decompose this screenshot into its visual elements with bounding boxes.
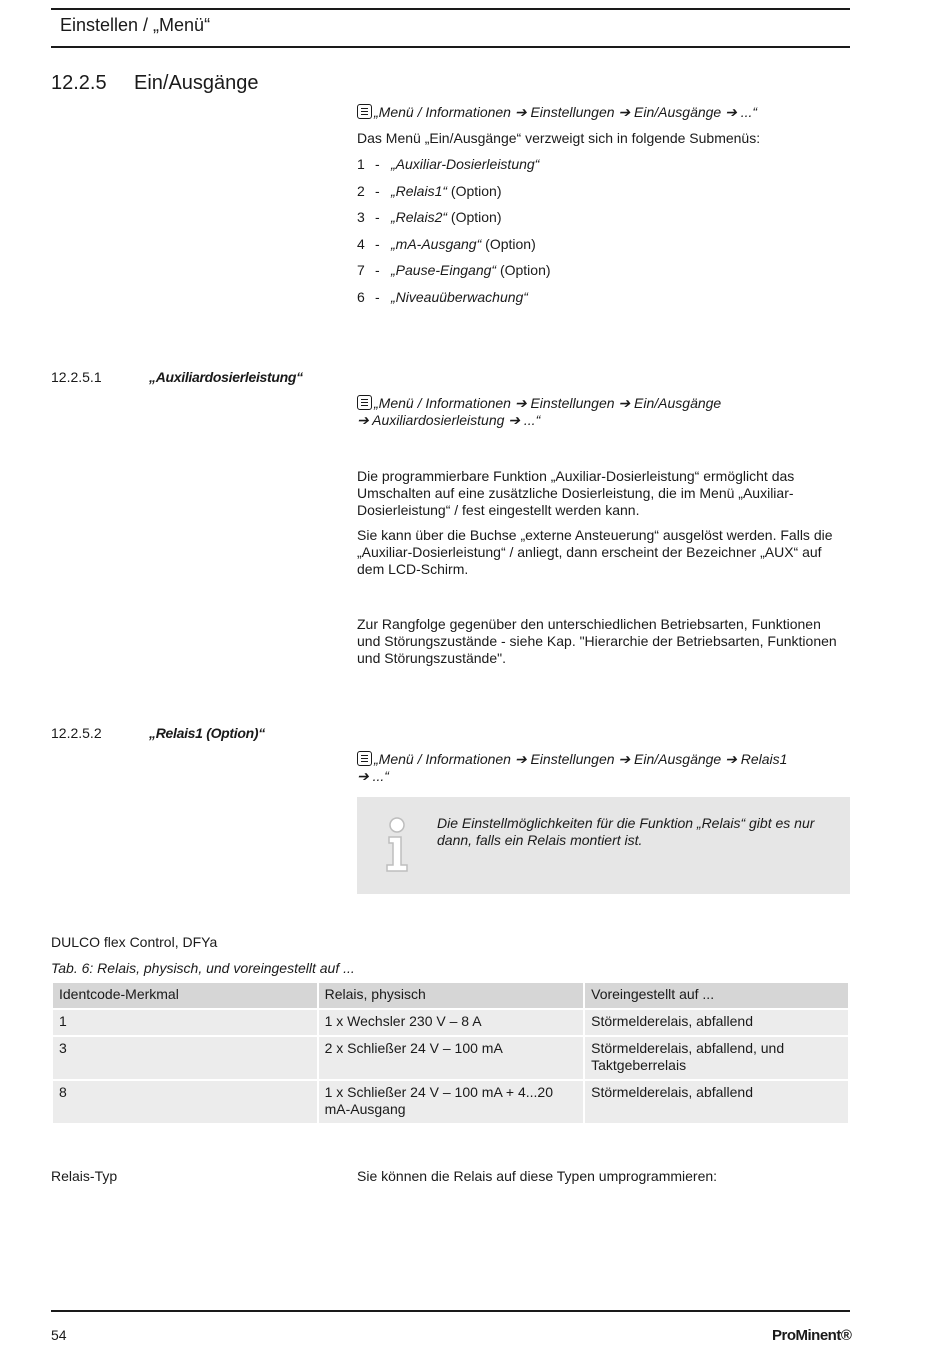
subsection-title: „Relais1 (Option)“ [149,725,265,741]
list-item: 3 - „Relais2“ (Option) [357,209,502,226]
section-menu-path [357,104,857,121]
table-header-row [53,983,848,1008]
section-title: Ein/Ausgänge [134,72,259,94]
section-intro: Das Menü „Ein/Ausgänge“ verzweigt sich in folgende Submenüs: [357,130,761,146]
subsection-title: „Auxiliardosierleistung“ [149,369,303,385]
table-row [53,1081,848,1123]
menu-icon [357,395,372,410]
brand-logo: ProMinent® [772,1327,852,1344]
list-item: 4 - „mA-Ausgang“ (Option) [357,235,536,252]
sub1-paragraph-3: Zur Rangfolge gegenüber den unterschiedlichen Betriebsarten, Funktionen und Störungszustände - siehe Kap. "Hierarchie der Betriebsarten, Funktionen und Störungszustände". [357,616,837,666]
table-heading: DULCO flex Control, DFYa [51,934,218,950]
header-rule [51,46,850,48]
sub1-menu-path: „Menü / Informationen ➔ Einstellungen ➔ Ein/Ausgänge ➔ Auxiliardosierleistung ➔ ...“ [357,395,722,428]
table-cell: 3 [53,1037,317,1079]
note-text: Die Einstellmöglichkeiten für die Funktion „Relais“ gibt es nur dann, falls ein Relais montiert ist. [437,815,815,848]
list-item: 6 - „Niveauüberwachung“ [357,288,528,305]
table-cell: 1 x Wechsler 230 V – 8 A [319,1010,584,1035]
table-cell: Störmelderelais, abfallend [585,1081,848,1123]
subsection-number: 12.2.5.1 [51,369,102,385]
info-icon [381,817,413,873]
list-item: 1 - „Auxiliar-Dosierleistung“ [357,156,540,172]
footer-rule [51,1310,850,1312]
table-cell: Störmelderelais, abfallend, und Taktgeberrelais [585,1037,848,1079]
submenu-list [357,154,551,314]
table-cell: 8 [53,1081,317,1123]
top-rule [51,8,850,10]
info-note [357,797,850,894]
column-header: Relais, physisch [319,983,584,1008]
column-header: Identcode-Merkmal [53,983,317,1008]
column-header: Voreingestellt auf ... [585,983,848,1008]
relais-table [51,981,850,1125]
header-title: Einstellen / „Menü“ [60,15,211,35]
section-number: 12.2.5 [51,72,107,94]
sub1-paragraph-1: Die programmierbare Funktion „Auxiliar-Dosierleistung“ ermöglicht das Umschalten auf eine zusätzliche Dosierleistung, die im Menü „Auxiliar-Dosierleistung“ / fest eingestellt werden kann. [357,468,795,518]
subsection-number: 12.2.5.2 [51,725,102,741]
table-cell: 1 [53,1010,317,1035]
menu-path-text: „Menü / Informationen ➔ Einstellungen ➔ Ein/Ausgänge ➔ ...“ [374,104,758,120]
menu-icon [357,751,372,766]
sub2-menu-path: „Menü / Informationen ➔ Einstellungen ➔ Ein/Ausgänge ➔ Relais1 ➔ ...“ [357,751,788,784]
table-cell: 1 x Schließer 24 V – 100 mA + 4...20 mA-Ausgang [319,1081,584,1123]
list-item: 2 - „Relais1“ (Option) [357,182,502,199]
list-item: 7 - „Pause-Eingang“ (Option) [357,262,551,279]
table-caption: Tab. 6: Relais, physisch, und voreingestellt auf ... [51,960,355,976]
table-cell: Störmelderelais, abfallend [585,1010,848,1035]
page-number: 54 [51,1327,67,1343]
relais-typ-text: Sie können die Relais auf diese Typen umprogrammieren: [357,1168,718,1184]
table-row [53,1037,848,1079]
table-row [53,1010,848,1035]
sub1-paragraph-2: Sie kann über die Buchse „externe Ansteuerung“ ausgelöst werden. Falls die „Auxiliar-Dosierleistung“ / anliegt, dann erscheint der Bezeichner „AUX“ auf dem LCD-Schirm. [357,527,833,577]
relais-typ-label: Relais-Typ [51,1168,118,1184]
table-cell: 2 x Schließer 24 V – 100 mA [319,1037,584,1079]
menu-icon [357,104,372,119]
